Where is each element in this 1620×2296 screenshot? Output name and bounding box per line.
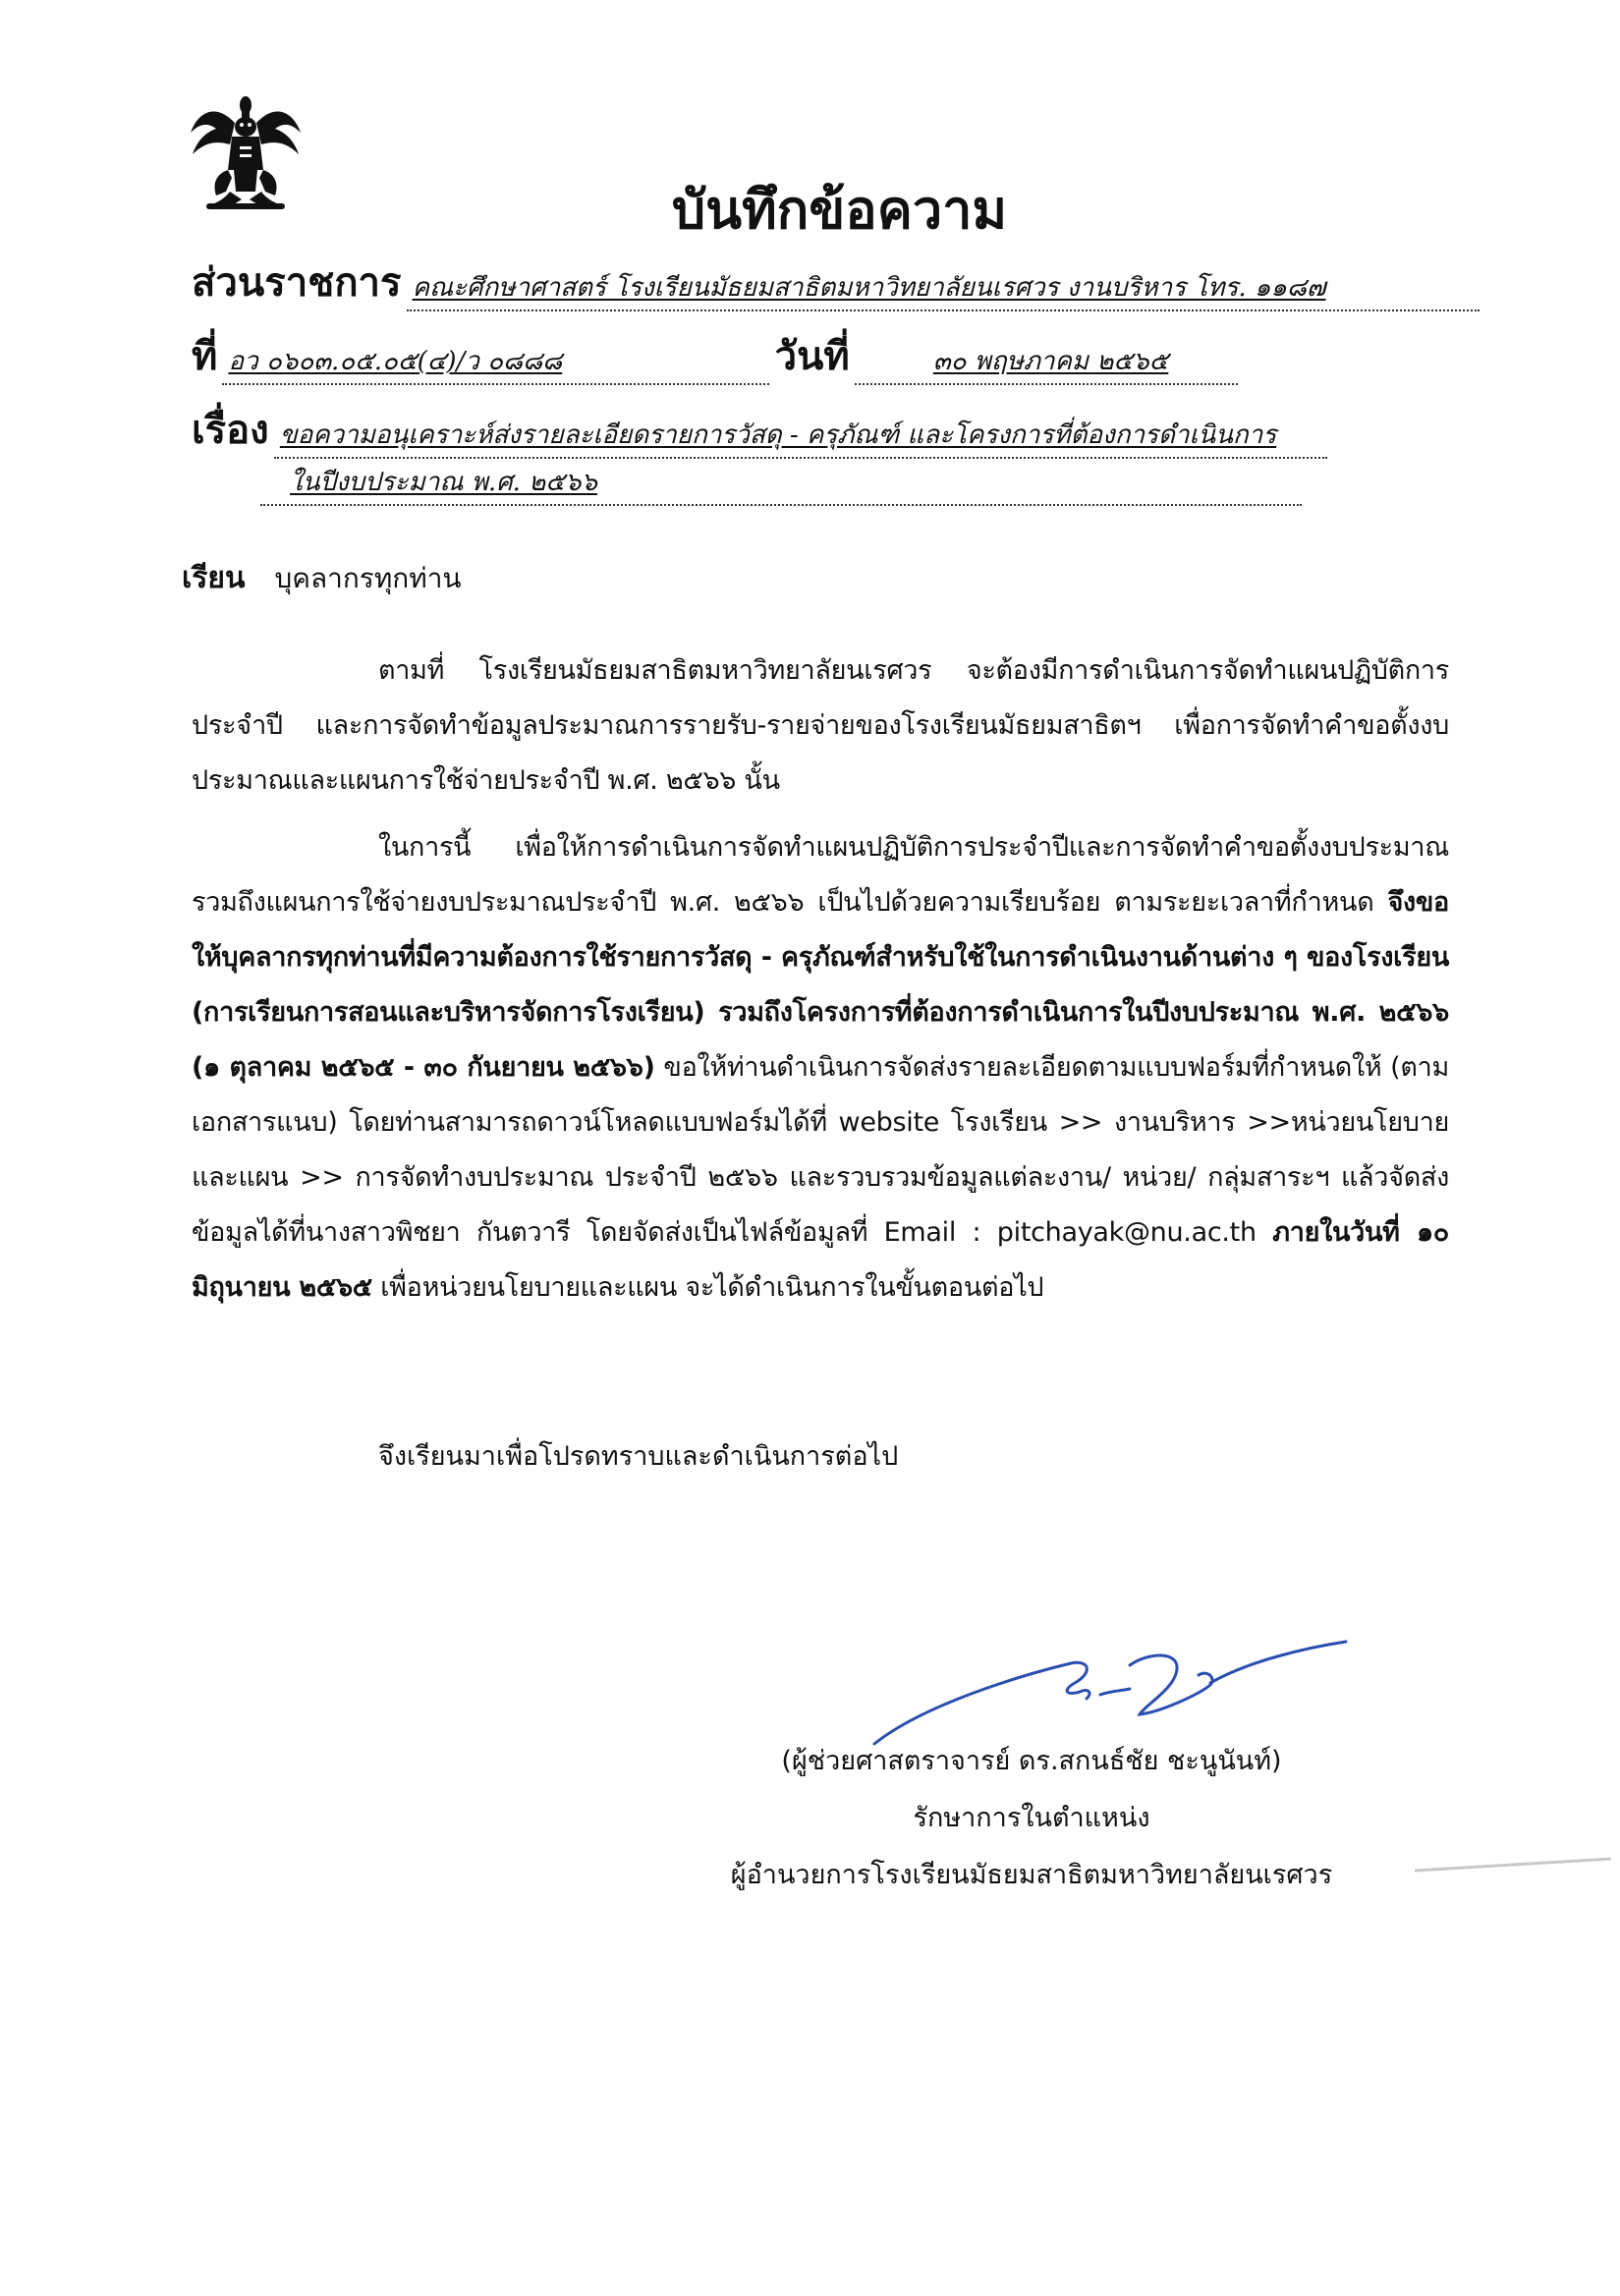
number-date-row — [192, 324, 1238, 387]
paragraph-1-text: ตามที่ โรงเรียนมัธยมสาธิตมหาวิทยาลัยนเรศวร จะต้องมีการดำเนินการจัดทำแผนปฏิบัติการประจำปี และการจัดทำข้อมูลประมาณการรายรับ-รายจ่ายของโรงเรียนมัธยมสาธิตฯ เพื่อการจัดทำคำขอตั้งงบประมาณและแผนการใช้จ่ายประจำปี พ.ศ. ๒๕๖๖ นั้น — [192, 655, 1449, 796]
subject-field-line1 — [274, 415, 1327, 459]
department-label: ส่วนราชการ — [192, 259, 402, 306]
document-title: บันทึกข้อความ — [671, 178, 1008, 241]
date-field — [855, 341, 1238, 385]
subject-row — [192, 398, 1327, 461]
subject-field-line2 — [260, 462, 1302, 506]
signatory-position: ผู้อำนวยการโรงเรียนมัธยมสาธิตมหาวิทยาลัยนเรศวร — [730, 1860, 1333, 1890]
subject-row-continued — [260, 462, 1302, 506]
greeting-label: เรียน — [182, 561, 246, 595]
paragraph-1 — [192, 644, 1449, 809]
paragraph-2-text-c: เพื่อหน่วยนโยบายและแผน จะได้ดำเนินการในขั้นตอนต่อไป — [380, 1272, 1044, 1303]
department-row — [192, 251, 1480, 313]
greeting-value: บุคลากรทุกท่าน — [274, 562, 462, 594]
greeting — [182, 555, 462, 601]
department-field — [407, 267, 1480, 311]
signatory-name: (ผู้ช่วยศาสตราจารย์ ดร.สกนธ์ชัย ชะนูนันท์) — [781, 1746, 1282, 1776]
paragraph-2 — [192, 820, 1449, 1316]
number-label: ที่ — [192, 333, 218, 379]
paragraph-2-bold-deadline: ภายในวันที่ ๑๐ มิถุนายน ๒๕๖๕ — [192, 1217, 1449, 1303]
handwritten-signature — [865, 1567, 1356, 1754]
subject-line1: ขอความอนุเคราะห์ส่งรายละเอียดรายการวัสดุ - ครุภัณฑ์ และโครงการที่ต้องการดำเนินการ — [279, 420, 1277, 450]
subject-line2: ในปีงบประมาณ พ.ศ. ๒๕๖๖ — [290, 468, 597, 497]
paragraph-2-text-b: ขอให้ท่านดำเนินการจัดส่งรายละเอียดตามแบบฟอร์มที่กำหนดให้ (ตามเอกสารแนบ) โดยท่านสามารถดาวน์โหลดแบบฟอร์มได้ที่ website โรงเรียน >> งานบริหาร >>หน่วยนโยบายและแผน >> การจัดทำงบประมาณ ประจำปี ๒๕๖๖ และรวบรวมข้อมูลแต่ละงาน/ หน่วย/ กลุ่มสาระฯ แล้วจัดส่งข้อมูลได้ที่นางสาวพิชยา กันตวารี โดยจัดส่งเป็นไฟล์ข้อมูลที่ Email : pitchayak@nu.ac.th — [192, 1052, 1449, 1248]
department-value: คณะศึกษาศาสตร์ โรงเรียนมัธยมสาธิตมหาวิทยาลัยนเรศวร งานบริหาร โทร. ๑๑๘๗ — [412, 273, 1326, 303]
scan-artifact — [1415, 1857, 1611, 1876]
number-field — [222, 341, 769, 385]
closing-line: จึงเรียนมาเพื่อโปรดทราบและดำเนินการต่อไป — [378, 1441, 899, 1472]
number-value: อว ๐๖๐๓.๐๕.๐๕(๔)/ว ๐๘๘๘ — [228, 347, 563, 376]
subject-label: เรื่อง — [192, 407, 269, 453]
signatory-acting: รักษาการในตำแหน่ง — [913, 1803, 1150, 1833]
paragraph-2-text-a: ในการนี้ เพื่อให้การดำเนินการจัดทำแผนปฏิบัติการประจำปีและการจัดทำคำขอตั้งงบประมาณรวมถึงแผนการใช้จ่ายงบประมาณประจำปี พ.ศ. ๒๕๖๖ เป็นไปด้วยความเรียบร้อย ตามระยะเวลาที่กำหนด — [192, 832, 1449, 918]
paragraph-2-bold-request: จึงขอให้บุคลากรทุกท่านที่มีความต้องการใช้รายการวัสดุ - ครุภัณฑ์สำหรับใช้ในการดำเนินงานด้านต่าง ๆ ของโรงเรียน (การเรียนการสอนและบริหารจัดการโรงเรียน) รวมถึงโครงการที่ต้องการดำเนินการในปีงบประมาณ พ.ศ. ๒๕๖๖ (๑ ตุลาคม ๒๕๖๕ - ๓๐ กันยายน ๒๕๖๖) — [192, 887, 1449, 1083]
date-label: วันที่ — [774, 333, 850, 379]
date-value: ๓๐ พฤษภาคม ๒๕๖๕ — [932, 347, 1169, 376]
